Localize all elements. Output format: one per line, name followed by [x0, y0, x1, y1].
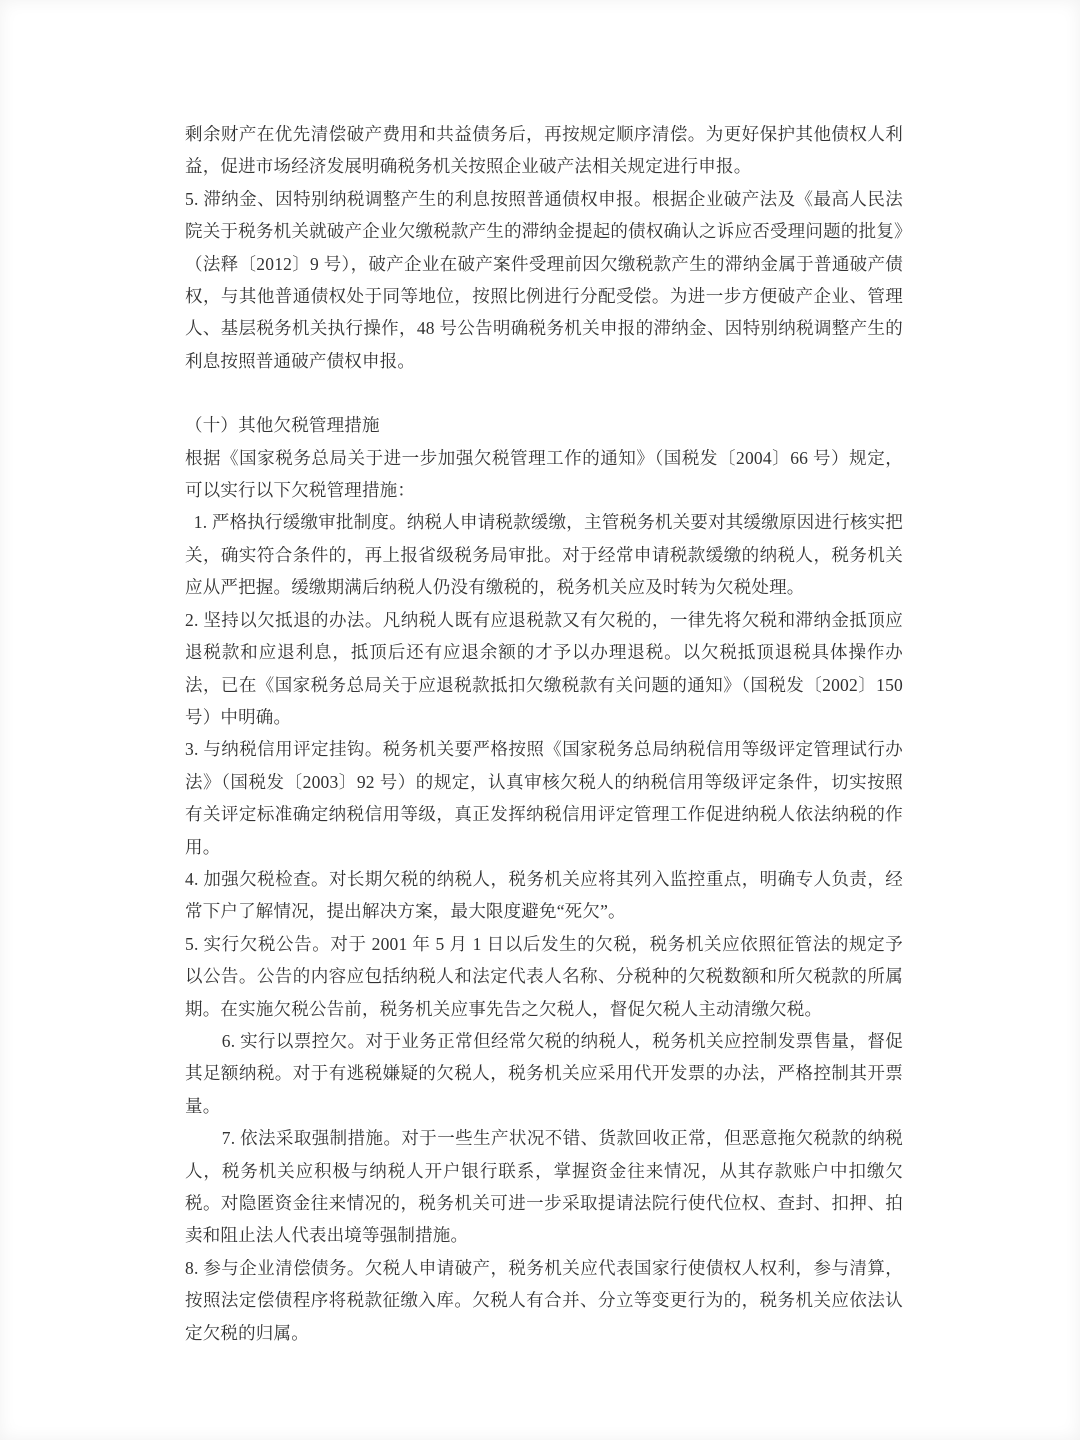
paragraph: 5. 实行欠税公告。对于 2001 年 5 月 1 日以后发生的欠税，税务机关应依照征管法的规定予以公告。公告的内容应包括纳税人和法定代表人名称、分税种的欠税数额和所欠税款的所属期。在实施欠税公告前，税务机关应事先告之欠税人，督促欠税人主动清缴欠税。	[185, 933, 903, 1019]
paragraph: 8. 参与企业清偿债务。欠税人申请破产，税务机关应代表国家行使债权人权利，参与清算，按照法定偿债程序将税款征缴入库。欠税人有合并、分立等变更行为的，税务机关应依法认定欠税的归属。	[185, 1257, 903, 1343]
paragraph: 3. 与纳税信用评定挂钩。税务机关要严格按照《国家税务总局纳税信用等级评定管理试行办法》（国税发〔2003〕92 号）的规定，认真审核欠税人的纳税信用等级评定条件，切实按照有关评定标准确定纳税信用等级，真正发挥纳税信用评定管理工作促进纳税人依法纳税的作用。	[185, 739, 903, 857]
paragraph: 剩余财产在优先清偿破产费用和共益债务后，再按规定顺序清偿。为更好保护其他债权人利益，促进市场经济发展明确税务机关按照企业破产法相关规定进行申报。	[185, 124, 903, 177]
paragraph: 1. 严格执行缓缴审批制度。纳税人申请税款缓缴，主管税务机关要对其缓缴原因进行核实把关，确实符合条件的，再上报省级税务局审批。对于经常申请税款缓缴的纳税人，税务机关应从严把握。缓缴期满后纳税人仍没有缴税的，税务机关应及时转为欠税处理。	[185, 512, 903, 598]
paragraph: 7. 依法采取强制措施。对于一些生产状况不错、货款回收正常，但恶意拖欠税款的纳税人，税务机关应积极与纳税人开户银行联系，掌握资金往来情况，从其存款账户中扣缴欠税。对隐匿资金往来情况的，税务机关可进一步采取提请法院行使代位权、查封、扣押、拍卖和阻止法人代表出境等强制措施。	[185, 1128, 903, 1246]
paragraph: 2. 坚持以欠抵退的办法。凡纳税人既有应退税款又有欠税的，一律先将欠税和滞纳金抵顶应退税款和应退利息，抵顶后还有应退余额的才予以办理退税。以欠税抵顶退税具体操作办法，已在《国家税务总局关于应退税款抵扣欠缴税款有关问题的通知》（国税发〔2002〕150号）中明确。	[185, 609, 903, 727]
document-body	[185, 118, 903, 1349]
paragraph: 5. 滞纳金、因特别纳税调整产生的利息按照普通债权申报。根据企业破产法及《最高人民法院关于税务机关就破产企业欠缴税款产生的滞纳金提起的债权确认之诉应否受理问题的批复》（法释〔2012〕9 号），破产企业在破产案件受理前因欠缴税款产生的滞纳金属于普通破产债权，与其他普通债权处于同等地位，按照比例进行分配受偿。为进一步方便破产企业、管理人、基层税务机关执行操作，48 号公告明确税务机关申报的滞纳金、因特别纳税调整产生的利息按照普通破产债权申报。	[185, 188, 903, 371]
paragraph: 6. 实行以票控欠。对于业务正常但经常欠税的纳税人，税务机关应控制发票售量，督促其足额纳税。对于有逃税嫌疑的欠税人，税务机关应采用代开发票的办法，严格控制其开票量。	[185, 1030, 903, 1116]
paragraph: 根据《国家税务总局关于进一步加强欠税管理工作的通知》（国税发〔2004〕66 号）规定，可以实行以下欠税管理措施：	[185, 447, 903, 501]
paragraph: 4. 加强欠税检查。对长期欠税的纳税人，税务机关应将其列入监控重点，明确专人负责，经常下户了解情况，提出解决方案，最大限度避免“死欠”。	[185, 868, 903, 922]
section-heading: （十）其他欠税管理措施	[185, 415, 380, 436]
